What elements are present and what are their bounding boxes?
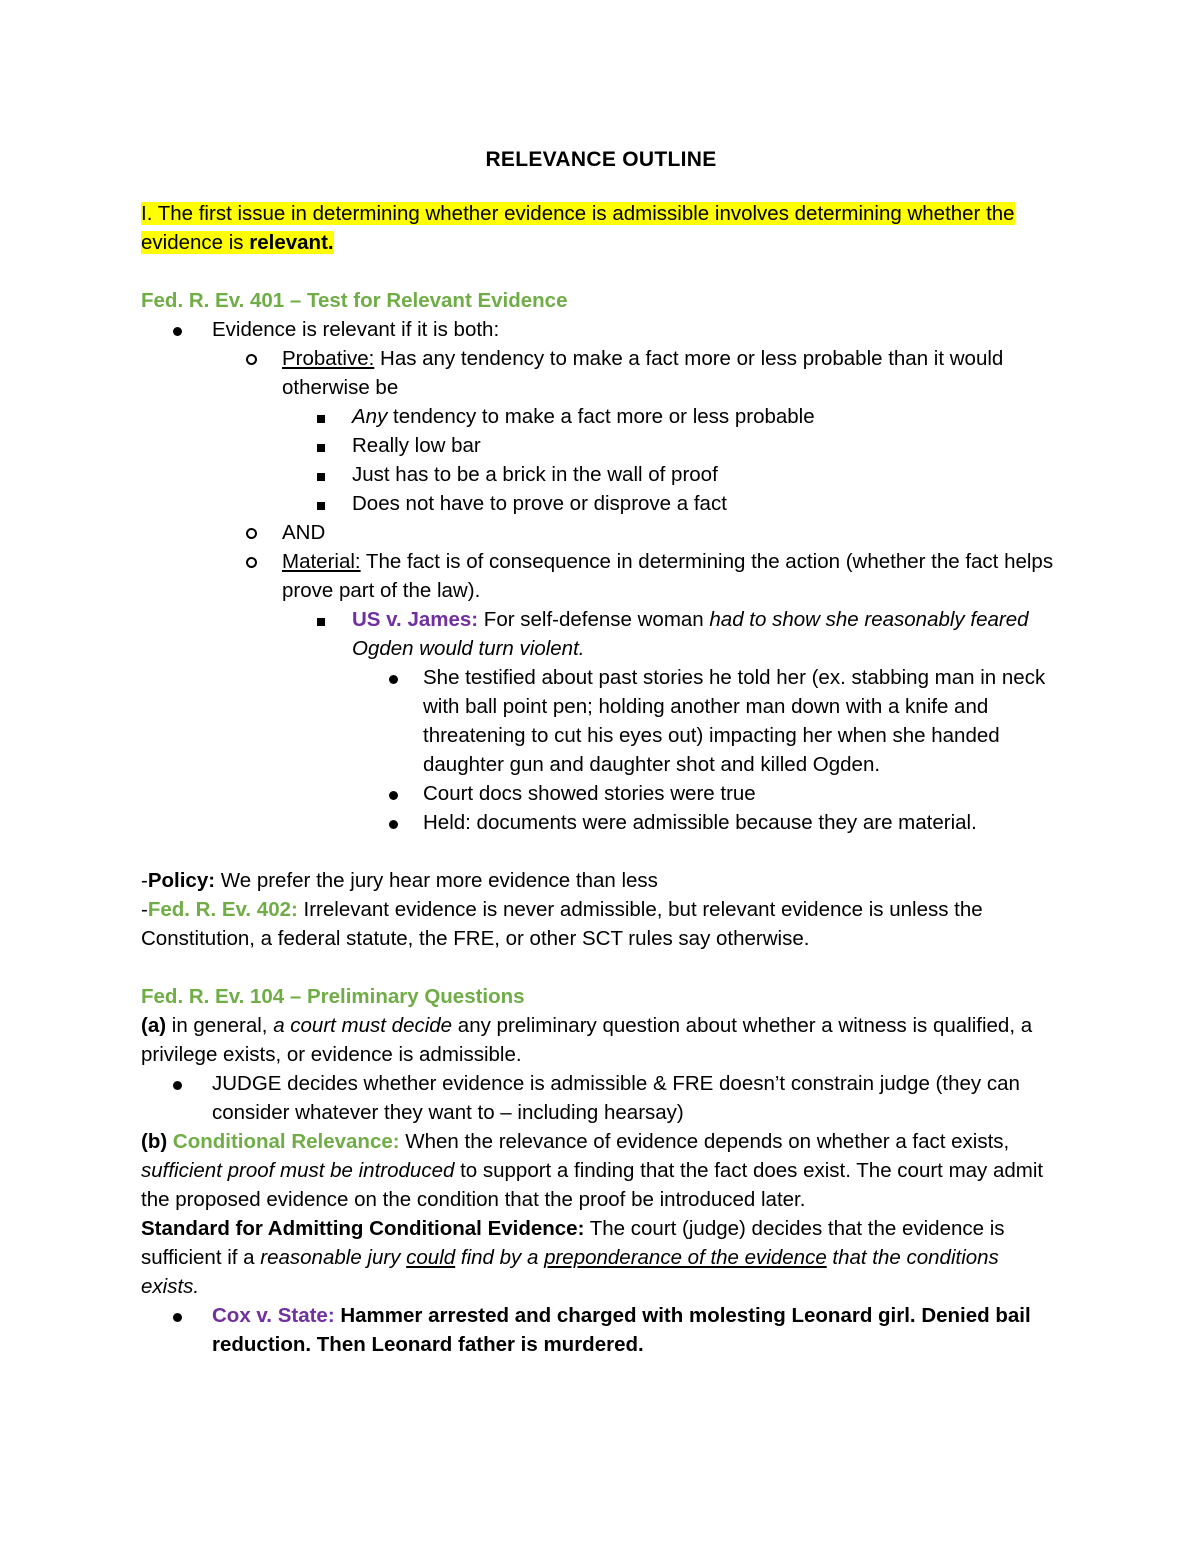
list-item: Really low bar <box>141 431 1061 460</box>
circle-bullet-icon <box>246 518 257 547</box>
list-item: Any tendency to make a fact more or less probable <box>141 402 1061 431</box>
square-bullet-icon <box>317 431 325 460</box>
document-page <box>141 145 1061 1359</box>
list-item: US v. James: For self-defense woman had to show she reasonably feared Ogden would turn violent. <box>141 605 1061 663</box>
list-item: Court docs showed stories were true <box>141 779 1061 808</box>
rule-104a: (a) in general, a court must decide any preliminary question about whether a witness is qualified, a privilege exists, or evidence is admissible. <box>141 1014 1033 1066</box>
square-bullet-icon <box>317 489 325 518</box>
square-bullet-icon <box>317 605 325 634</box>
rule-402-line: -Fed. R. Ev. 402: Irrelevant evidence is never admissible, but relevant evidence is unless the Constitution, a federal statute, the FRE, or other SCT rules say otherwise. <box>141 898 983 950</box>
cox-list <box>141 1301 1061 1359</box>
list-item: Cox v. State: Hammer arrested and charged with molesting Leonard girl. Denied bail reduction. Then Leonard father is murdered. <box>141 1301 1061 1359</box>
list-item: Evidence is relevant if it is both: <box>141 315 1061 344</box>
list-item: Does not have to prove or disprove a fact <box>141 489 1061 518</box>
circle-bullet-icon <box>246 344 257 373</box>
bullet-icon <box>173 1301 182 1330</box>
rule-401-list <box>141 315 1061 837</box>
list-item: AND <box>141 518 1061 547</box>
square-bullet-icon <box>317 460 325 489</box>
policy-line: -Policy: We prefer the jury hear more evidence than less <box>141 869 658 892</box>
list-item: Just has to be a brick in the wall of proof <box>141 460 1061 489</box>
list-item: Probative: Has any tendency to make a fact more or less probable than it would otherwise be <box>141 344 1061 402</box>
bullet-icon <box>389 663 398 692</box>
rule-104-heading: Fed. R. Ev. 104 – Preliminary Questions <box>141 985 525 1008</box>
standard-conditional-evidence: Standard for Admitting Conditional Evidence: The court (judge) decides that the evidence is sufficient if a reasonable jury could find by a preponderance of the evidence that the conditions exists. <box>141 1217 1005 1298</box>
bullet-icon <box>389 808 398 837</box>
square-bullet-icon <box>317 402 325 431</box>
rule-104a-list <box>141 1069 1061 1127</box>
list-item: JUDGE decides whether evidence is admissible & FRE doesn’t constrain judge (they can consider whatever they want to – including hearsay) <box>141 1069 1061 1127</box>
list-item: Material: The fact is of consequence in determining the action (whether the fact helps prove part of the law). <box>141 547 1061 605</box>
bullet-icon <box>389 779 398 808</box>
circle-bullet-icon <box>246 547 257 576</box>
list-item: She testified about past stories he told her (ex. stabbing man in neck with ball point pen; holding another man down with a knife and threatening to cut his eyes out) impacting her when she handed daughter gun and daughter shot and killed Ogden. <box>141 663 1061 779</box>
rule-104b: (b) Conditional Relevance: When the relevance of evidence depends on whether a fact exists, sufficient proof must be introduced to support a finding that the fact does exist. The court may admit the proposed evidence on the condition that the proof be introduced later. <box>141 1130 1044 1211</box>
bullet-icon <box>173 1069 182 1098</box>
issue-statement: I. The first issue in determining whether evidence is admissible involves determining whether the evidence is relevant. <box>141 202 1015 254</box>
rule-401-heading: Fed. R. Ev. 401 – Test for Relevant Evidence <box>141 289 568 312</box>
list-item: Held: documents were admissible because they are material. <box>141 808 1061 837</box>
page-title: RELEVANCE OUTLINE <box>485 148 717 171</box>
bullet-icon <box>173 315 182 344</box>
